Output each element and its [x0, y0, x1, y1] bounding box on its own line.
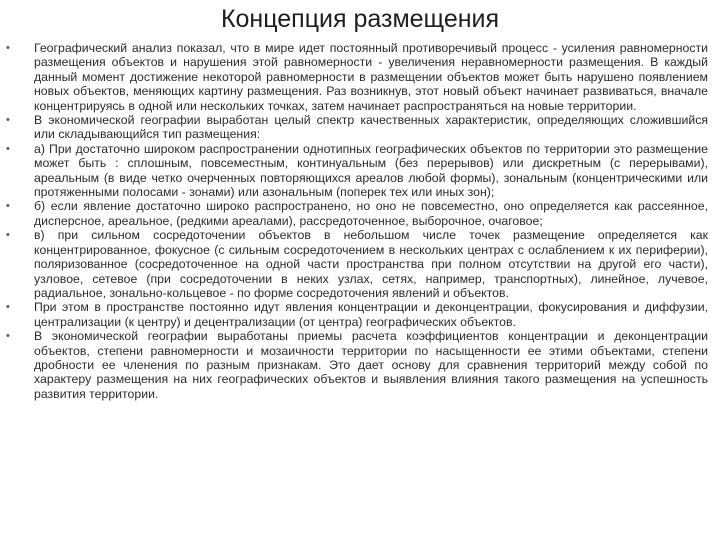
bullet-text: б) если явление достаточно широко распространено, но оно не повсеместно, оно определяется как рассеянное, дисперсное, ареальное, (редкими ареалами), рассредоточенное, выборочное, очаговое; [34, 199, 708, 228]
bullet-item [0, 41, 720, 113]
bullet-dot-icon: • [6, 229, 10, 242]
bullet-text: а) При достаточно широком распространении однотипных географических объектов по территории это размещение может быть : сплошным, повсеместным, континуальным (без перерывов) или дискретным (с перерывами), ареальным (в виде четко очерченных повторяющихся ареалов любой формы), зональным (концентрическими или протяженными полосами - зонами) или азональным (поперек тех или иных зон); [34, 141, 708, 200]
bullet-dot-icon: • [6, 42, 10, 54]
bullet-dot-icon: • [6, 330, 10, 343]
bullet-item [0, 228, 720, 300]
bullet-text: В экономической географии выработан целый спектр качественных характеристик, определяющих сложившийся или складывающийся тип размещения: [34, 113, 708, 142]
bullet-text: В экономической географии выработаны приемы расчета коэффициентов концентрации и деконцентрации объектов, степени равномерности и мозаичности территории по насыщенности ее этими объектами, степени дробности ее членения по разным признакам. Это дает основу для сравнения территорий между собой по характеру размещения на них географических объектов и выявления влияния такого размещения на успешность развития территории. [34, 329, 708, 401]
bullet-list [0, 41, 720, 401]
bullet-dot-icon: • [6, 142, 10, 155]
bullet-item [0, 142, 720, 200]
bullet-dot-icon: • [6, 200, 10, 213]
bullet-text: Географический анализ показал, что в мире идет постоянный противоречивый процесс - усиления равномерности размещения объектов и нарушения этой равномерности - увеличения неравномерности размещения. В каждый данный момент достижение некоторой равномерности в размещении объектов может быть нарушено появлением новых объектов, меняющих картину размещения. Раз возникнув, этот новый объект начинает развиваться, вначале концентрируясь в одной или нескольких точках, затем начинает распространяться на новые территории. [34, 41, 708, 113]
bullet-item [0, 300, 720, 329]
bullet-dot-icon: • [6, 301, 10, 314]
slide-title: Концепция размещения [220, 5, 500, 33]
bullet-item [0, 329, 720, 401]
bullet-item [0, 199, 720, 228]
bullet-item [0, 113, 720, 142]
bullet-text: При этом в пространстве постоянно идут явления концентрации и деконцентрации, фокусирования и диффузии, централизации (к центру) и децентрализации (от центра) географических объектов. [34, 300, 708, 329]
bullet-dot-icon: • [6, 114, 10, 127]
bullet-text: в) при сильном сосредоточении объектов в небольшом числе точек размещение определяется как концентрированное, фокусное (с сильным сосредоточением в нескольких центрах с ослаблением к их периферии), поляризованное (сосредоточенное на одной части пространства при полном отсутствии на другой его части), узловое, сетевое (при сосредоточении в неких узлах, сетях, например, транспортных), линейное, лучевое, радиальное, зонально-кольцевое - по форме сосредоточения явлений и объектов. [34, 228, 708, 300]
